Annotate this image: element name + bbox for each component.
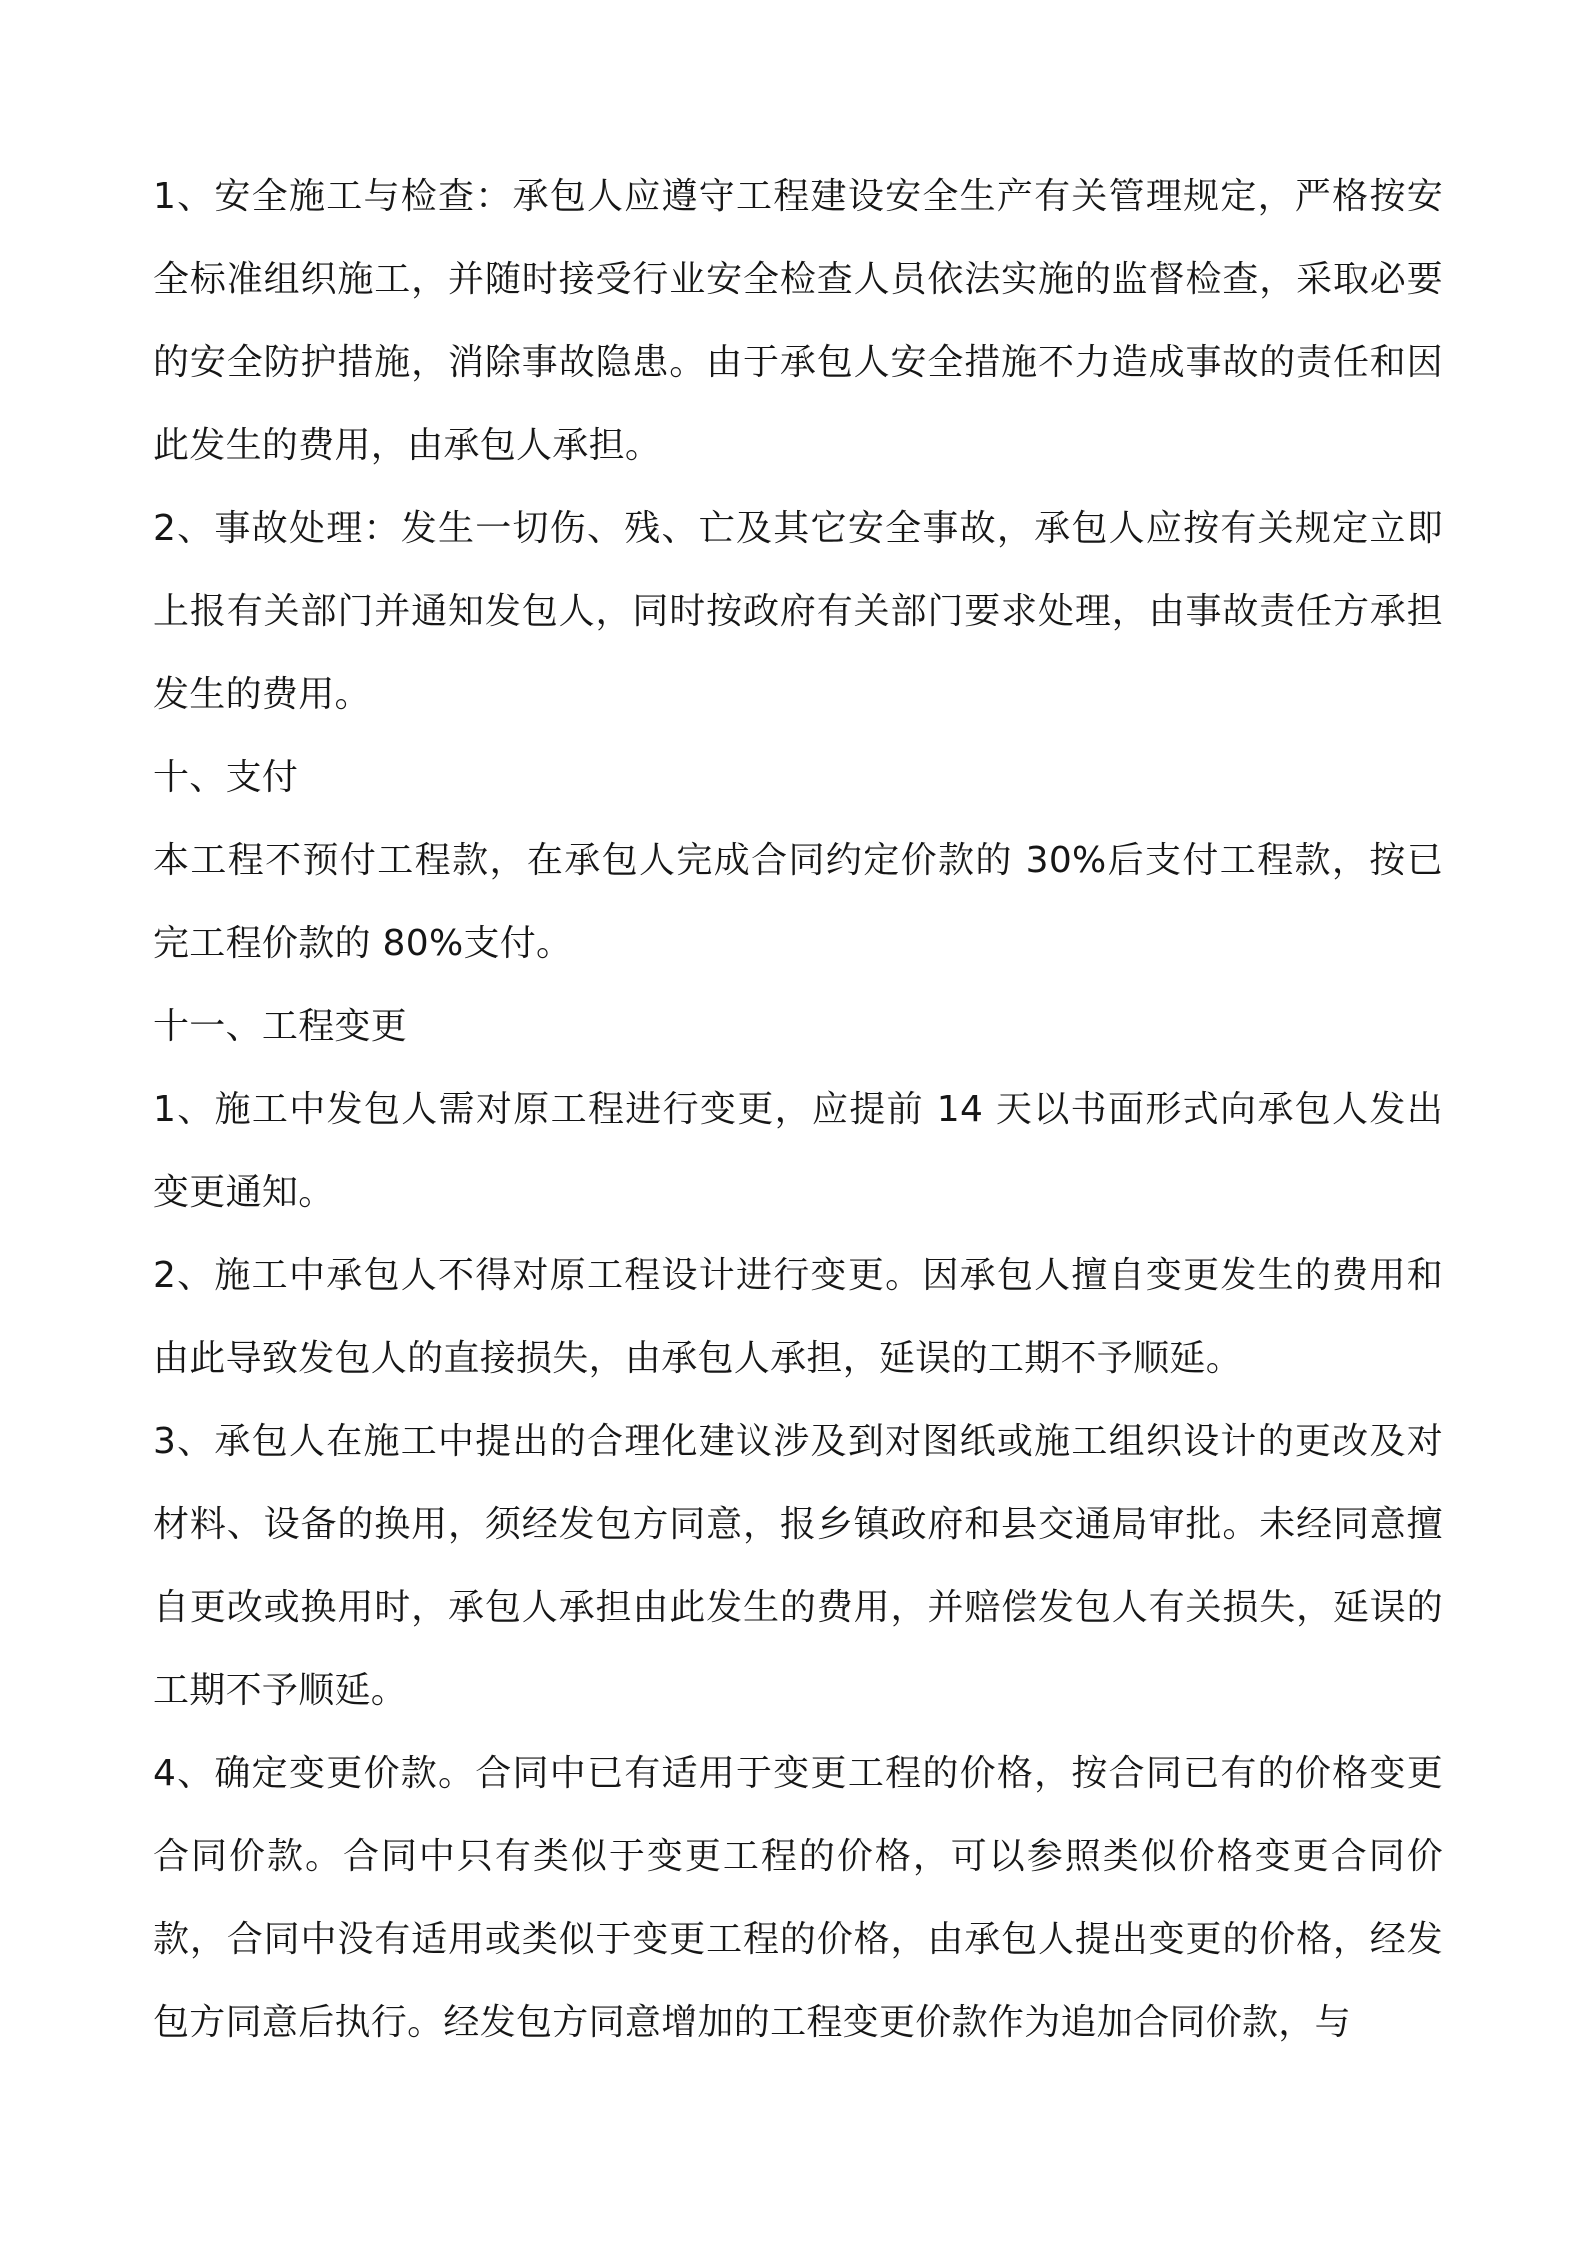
paragraph-change-price: 4、确定变更价款。合同中已有适用于变更工程的价格，按合同已有的价格变更合同价款。合同中只有类似于变更工程的价格，可以参照类似价格变更合同价款，合同中没有适用或类似于变更工程的价格，由承包人提出变更的价格，经发包方同意后执行。经发包方同意增加的工程变更价款作为追加合同价款，与 xyxy=(153,1753,1443,2043)
section-heading-engineering-change: 十一、工程变更 xyxy=(153,1006,408,1047)
document-body xyxy=(153,155,1443,2064)
paragraph-payment-terms: 本工程不预付工程款，在承包人完成合同约定价款的 30%后支付工程款，按已完工程价款的 80%支付。 xyxy=(153,840,1443,964)
section-heading-payment: 十、支付 xyxy=(153,757,299,798)
paragraph-rationalization-proposal: 3、承包人在施工中提出的合理化建议涉及到对图纸或施工组织设计的更改及对材料、设备的换用，须经发包方同意，报乡镇政府和县交通局审批。未经同意擅自更改或换用时，承包人承担由此发生的费用，并赔偿发包人有关损失，延误的工期不予顺延。 xyxy=(153,1421,1443,1711)
paragraph-accident-handling: 2、事故处理：发生一切伤、残、亡及其它安全事故，承包人应按有关规定立即上报有关部门并通知发包人，同时按政府有关部门要求处理，由事故责任方承担发生的费用。 xyxy=(153,508,1443,715)
paragraph-contractor-no-change: 2、施工中承包人不得对原工程设计进行变更。因承包人擅自变更发生的费用和由此导致发包人的直接损失，由承包人承担，延误的工期不予顺延。 xyxy=(153,1255,1443,1379)
paragraph-safety-inspection: 1、安全施工与检查：承包人应遵守工程建设安全生产有关管理规定，严格按安全标准组织施工，并随时接受行业安全检查人员依法实施的监督检查，采取必要的安全防护措施，消除事故隐患。由于承包人安全措施不力造成事故的责任和因此发生的费用，由承包人承担。 xyxy=(153,176,1443,466)
paragraph-change-notice: 1、施工中发包人需对原工程进行变更，应提前 14 天以书面形式向承包人发出变更通知。 xyxy=(153,1089,1443,1213)
